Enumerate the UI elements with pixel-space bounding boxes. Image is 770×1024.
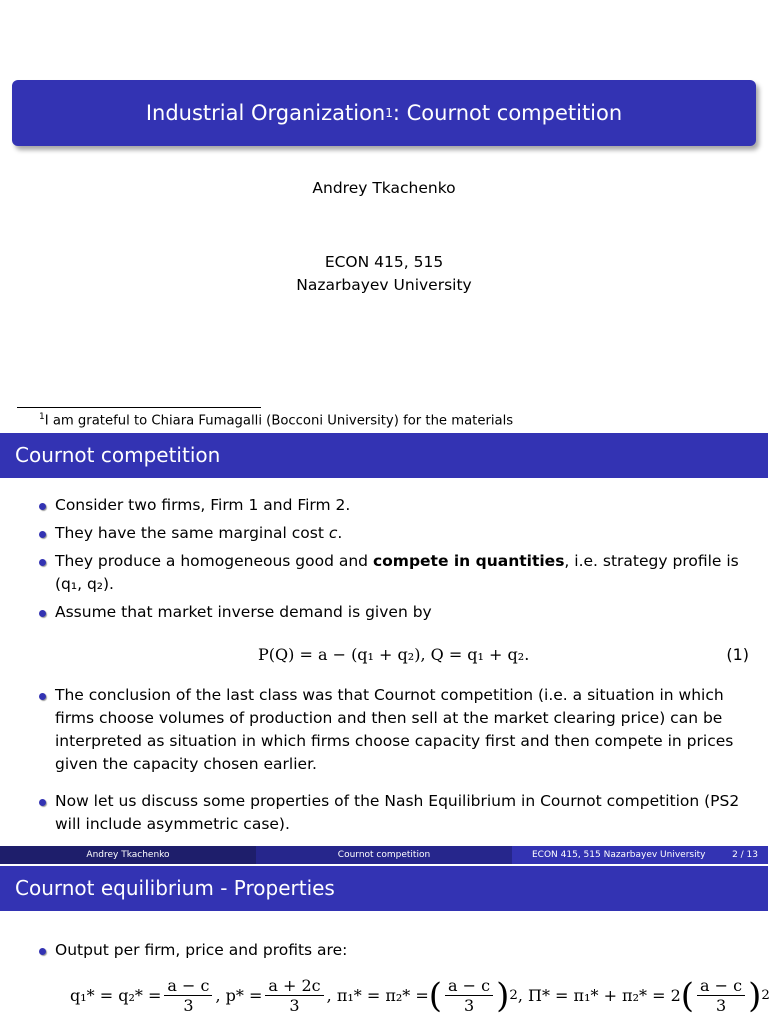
footer-page: 2 / 13	[732, 850, 758, 860]
paren-left: (	[680, 975, 695, 1016]
exponent: 2	[509, 988, 518, 1003]
title-slide	[0, 0, 768, 432]
fraction-denominator: 3	[715, 996, 727, 1015]
bullet-list-1	[37, 494, 753, 624]
course: ECON 415, 515	[324, 253, 444, 271]
math-q: q₁* = q₂* =	[70, 986, 162, 1005]
fraction-denominator: 3	[289, 996, 300, 1015]
author: Andrey Tkachenko	[312, 179, 456, 197]
footer-topic: Cournot competition	[256, 846, 512, 864]
fraction-numerator: a + 2c	[265, 976, 323, 996]
bullet-text: Now let us discuss some properties of the Nash Equilibrium in Cournot competition (PS2 will include asymmetric case).	[55, 792, 740, 833]
fraction	[697, 976, 745, 1015]
math-p: , p* =	[215, 986, 263, 1005]
footer-bar	[0, 846, 768, 864]
equation-body: P(Q) = a − (q₁ + q₂), Q = q₁ + q₂.	[258, 645, 530, 664]
fraction-denominator: 3	[463, 996, 475, 1015]
list-item	[37, 522, 753, 545]
footer-author: Andrey Tkachenko	[0, 846, 256, 864]
list-item	[37, 550, 753, 596]
math-Pi: , Π* = π₁* + π₂* = 2	[517, 986, 681, 1005]
list-item	[37, 601, 753, 624]
slide-title: Industrial Organization	[145, 101, 386, 125]
footnote-text: I am grateful to Chiara Fumagalli (Bocconi University) for the materials	[44, 413, 514, 429]
title-footnote-mark: 1	[385, 106, 393, 120]
fraction	[445, 976, 493, 1015]
bullet-text: They produce a homogeneous good and	[55, 552, 373, 570]
bullet-text: Assume that market inverse demand is given by	[55, 603, 432, 621]
slide-title-rest: : Cournot competition	[392, 101, 623, 125]
list-item	[37, 939, 753, 962]
bullet-text: They have the same marginal cost	[55, 524, 329, 542]
bullet-list-3	[37, 939, 753, 962]
equilibrium-formulas	[70, 976, 770, 1015]
list-item	[37, 790, 753, 836]
list-item	[37, 494, 753, 517]
equation-number: (1)	[726, 645, 749, 664]
title-box	[12, 80, 756, 146]
exponent: 2	[761, 988, 770, 1003]
fraction	[265, 976, 323, 1015]
frame-title-cournot: Cournot competition	[0, 433, 768, 478]
fraction-numerator: a − c	[164, 976, 212, 996]
bullet-text: Output per firm, price and profits are:	[55, 941, 348, 959]
fraction	[164, 976, 212, 1015]
bullet-text: The conclusion of the last class was that Cournot competition (i.e. a situation in which firms choose volumes of production and then sell at the market clearing price) can be interpreted as situation in which firms choose capacity first and then compete in prices given the capacity chosen earlier.	[55, 686, 734, 773]
list-item	[37, 684, 753, 776]
footnote	[39, 412, 513, 428]
bullet-text: , i.e. strategy profile is (q₁, q₂).	[55, 552, 739, 593]
math-pi: , π₁* = π₂* =	[326, 986, 429, 1005]
bullet-text: Consider two firms, Firm 1 and Firm 2.	[55, 496, 351, 514]
footer-right	[512, 846, 768, 864]
frame-title-properties: Cournot equilibrium - Properties	[0, 866, 768, 911]
bold-text: compete in quantities	[372, 552, 565, 570]
paren-right: )	[496, 975, 510, 1016]
paren-left: (	[428, 975, 443, 1016]
paren-right: )	[748, 975, 762, 1016]
math-var: c	[328, 524, 338, 542]
footnote-rule	[17, 407, 261, 408]
footer-course: ECON 415, 515 Nazarbayev University	[532, 850, 706, 860]
bullet-text: .	[337, 524, 343, 542]
institution: Nazarbayev University	[296, 276, 472, 294]
footnote-mark: 1	[39, 412, 45, 422]
fraction-numerator: a − c	[697, 976, 745, 996]
bullet-list-2	[37, 684, 753, 836]
fraction-denominator: 3	[183, 996, 194, 1015]
fraction-numerator: a − c	[445, 976, 493, 996]
